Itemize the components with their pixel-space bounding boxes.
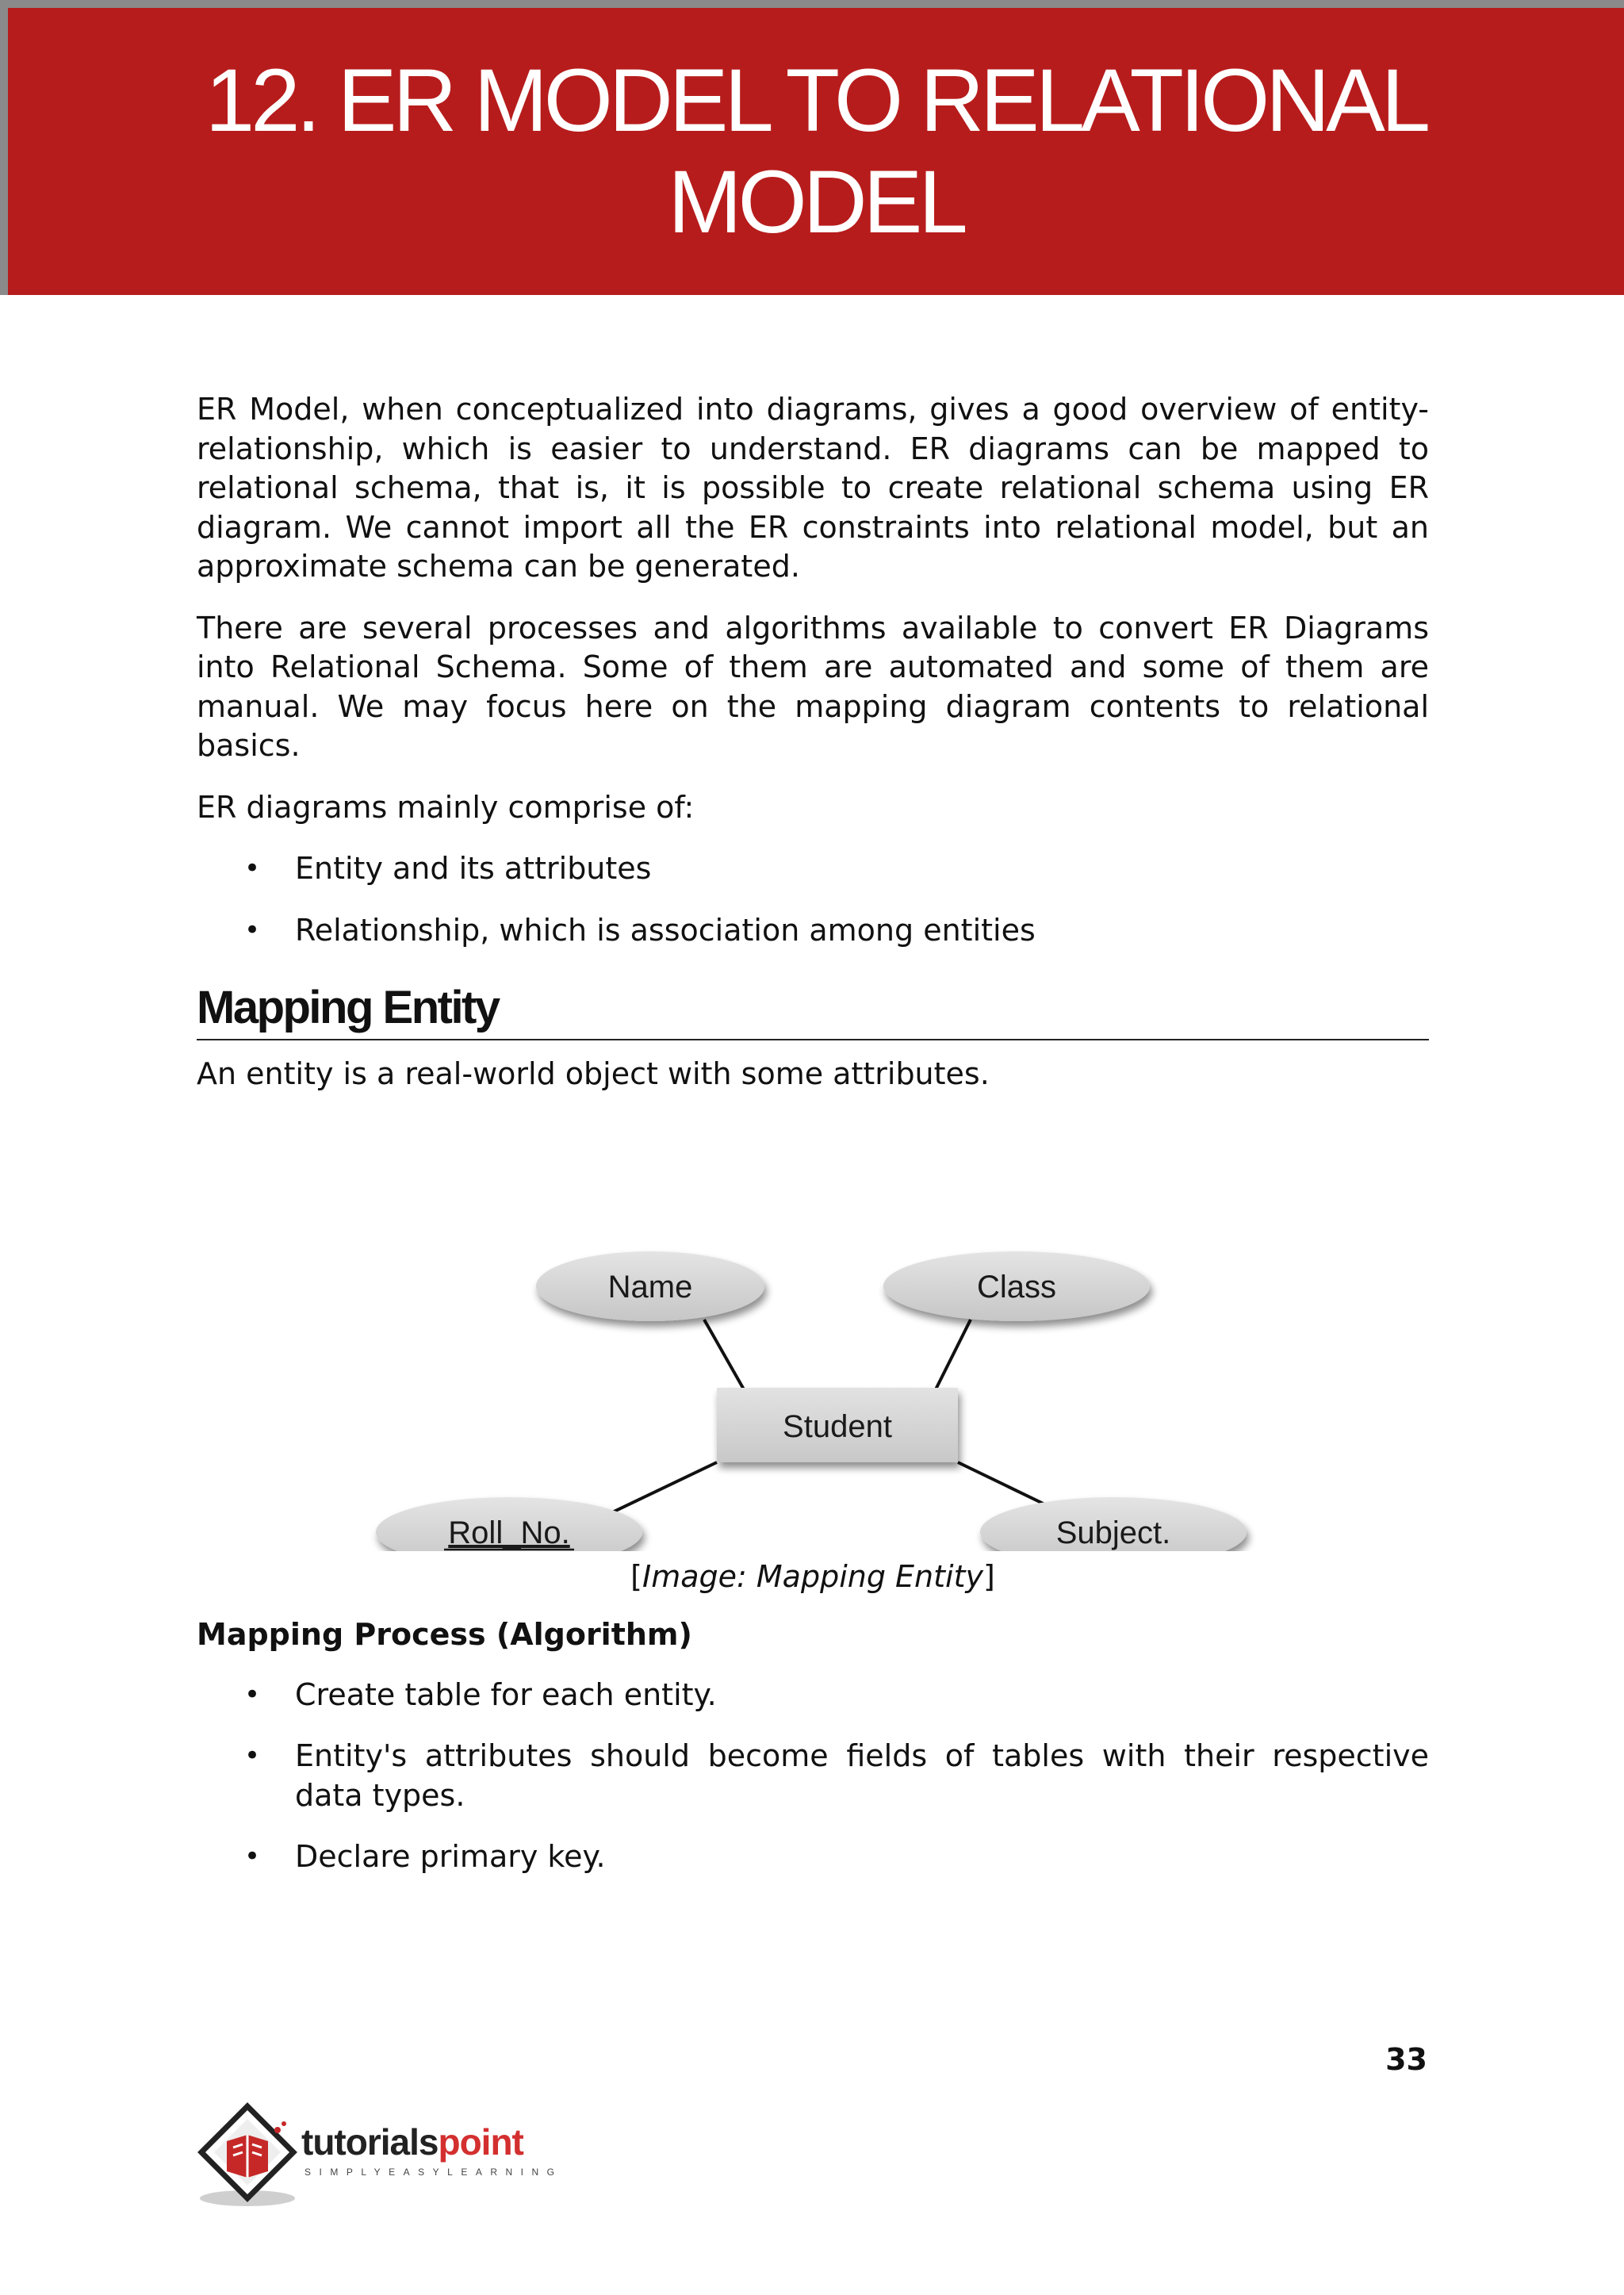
section-description: An entity is a real-world object with some attributes.: [197, 1056, 990, 1091]
er-diagram-svg: [197, 1139, 1429, 1551]
logo-wordmark: [301, 2122, 523, 2162]
connector-roll-no: [607, 1462, 717, 1515]
bullet-icon: •: [244, 1841, 261, 1872]
connector-name: [704, 1320, 744, 1389]
caption-close-bracket: ]: [983, 1558, 995, 1594]
bullet-icon: •: [244, 914, 261, 946]
list-item: [197, 1676, 1429, 1715]
list-item-text: Declare primary key.: [295, 1839, 606, 1874]
attribute-name-label: Name: [607, 1269, 693, 1305]
mapping-process-heading: Mapping Process (Algorithm): [197, 1617, 692, 1652]
intro-paragraph-1: ER Model, when conceptualized into diagrams, gives a good overview of entity-relationship, which is easier to understand. ER diagrams can be mapped to relational schema, that is, it is possible to create relational schema using ER diagram. We cannot import all the ER constraints into relational model, but an approximate schema can be generated.: [197, 392, 1429, 584]
caption-text: Image: Mapping Entity: [642, 1558, 983, 1594]
list-item-text: Entity and its attributes: [295, 851, 652, 886]
chapter-title-line-1: 12. ER MODEL TO RELATIONAL: [205, 51, 1427, 150]
er-components-list: [197, 849, 1429, 950]
logo-word-tutorials: tutorials: [301, 2121, 439, 2163]
caption-open-bracket: [: [630, 1558, 642, 1594]
attribute-subject-label: Subject.: [1055, 1515, 1171, 1550]
mapping-process-list: [197, 1676, 1429, 1877]
list-item: [197, 1837, 1429, 1877]
logo-icon: [195, 2100, 306, 2211]
chapter-banner: [0, 0, 1624, 295]
list-item-text: Relationship, which is association among entities: [295, 912, 1036, 948]
attribute-class-label: Class: [976, 1269, 1057, 1305]
list-item: [197, 849, 1429, 889]
attribute-roll-no-label: Roll_No.: [448, 1515, 570, 1550]
list-item-text: Create table for each entity.: [295, 1676, 717, 1712]
bullet-icon: •: [244, 852, 261, 884]
logo-tagline: SIMPLYEASYLEARNING: [304, 2167, 563, 2178]
tutorialspoint-logo: [195, 2100, 576, 2211]
connector-subject: [958, 1462, 1053, 1508]
list-item: [197, 1737, 1429, 1815]
section-title-mapping-entity: Mapping Entity: [197, 980, 1429, 1040]
bullet-icon: •: [244, 1678, 261, 1711]
bullet-icon: •: [244, 1740, 261, 1772]
intro-paragraph-3: ER diagrams mainly comprise of:: [197, 789, 695, 825]
intro-paragraph-2: There are several processes and algorithms available to convert ER Diagrams into Relational Schema. Some of them are automated and some of them are manual. We may focus here on the mapping diagram contents to relational basics.: [197, 610, 1429, 763]
page-number: 33: [1385, 2042, 1427, 2077]
list-item-text: Entity's attributes should become fields of tables with their respective data types.: [295, 1738, 1429, 1813]
page-content: [197, 390, 1429, 1899]
chapter-title-line-2: MODEL: [668, 152, 964, 251]
diagram-caption: [197, 1557, 1429, 1597]
logo-word-point: point: [438, 2121, 523, 2163]
entity-student-label: Student: [783, 1408, 892, 1444]
list-item: [197, 911, 1429, 951]
connector-class: [936, 1320, 971, 1389]
er-diagram: [197, 1139, 1429, 1551]
